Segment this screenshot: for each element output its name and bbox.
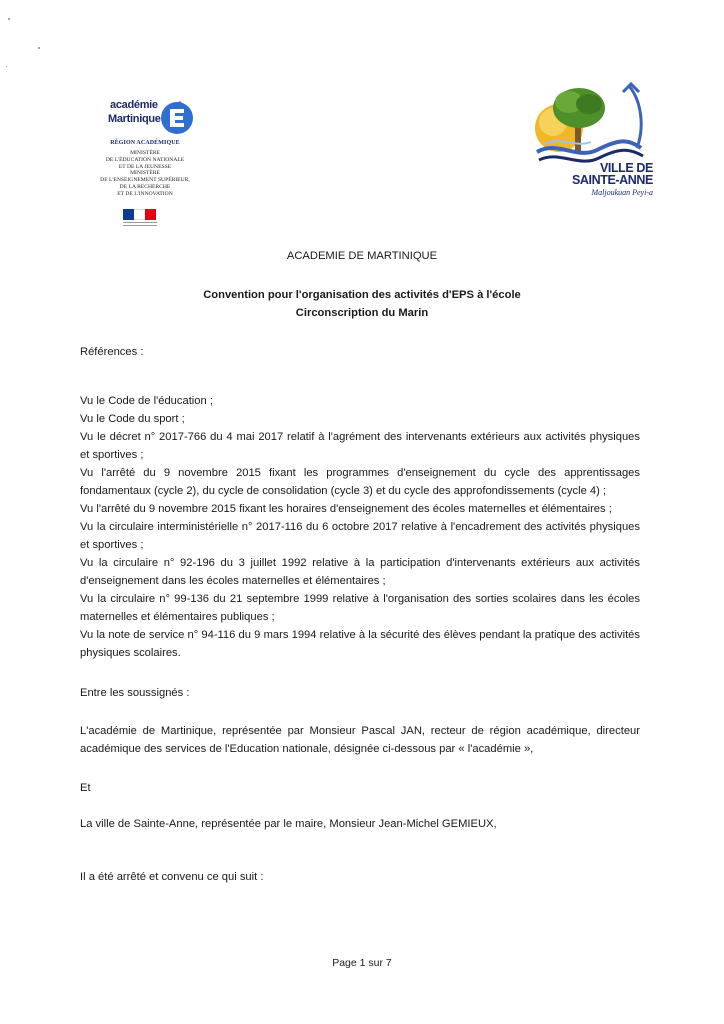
subtitle-line: Circonscription du Marin <box>295 307 429 319</box>
and-word: Et <box>80 782 91 794</box>
ministry-line: MINISTÈRE <box>130 170 160 177</box>
academy-logo <box>80 82 210 242</box>
academy-logo-word: académie <box>110 99 158 111</box>
scan-speck <box>38 47 40 49</box>
reference-item: Vu la circulaire n° 92-196 du 3 juillet 1992 relative à la participation d'intervenants extérieurs aux activités d'enseignement dans les écoles maternelles et élémentaires ; <box>80 557 640 587</box>
tree-sun-wave-icon <box>525 78 655 168</box>
sainte-anne-logo <box>525 78 655 218</box>
ministry-line: MINISTÈRE <box>130 150 160 156</box>
region-label: RÉGION ACADÉMIQUE <box>110 140 180 146</box>
town-name-line: VILLE DE <box>599 161 653 175</box>
town-motto: Maljoukuan Peyi-a <box>591 188 653 197</box>
references-list <box>80 392 640 662</box>
academy-e-icon <box>153 90 197 142</box>
reference-item: Vu le décret n° 2017-766 du 4 mai 2017 relatif à l'agrément des intervenants extérieurs aux activités physiques et sportives ; <box>80 431 640 461</box>
party-town: La ville de Sainte-Anne, représentée par le maire, Monsieur Jean-Michel GEMIEUX, <box>80 818 497 830</box>
ministry-line: DE L'ÉDUCATION NATIONALE <box>105 156 185 163</box>
references-label: Références : <box>80 346 144 358</box>
reference-item: Vu l'arrêté du 9 novembre 2015 fixant les horaires d'enseignement des écoles maternelles et élémentaires ; <box>80 503 612 515</box>
agreement-statement: Il a été arrêté et convenu ce qui suit : <box>80 871 264 883</box>
scan-speck <box>8 18 10 20</box>
subtitle-line: Convention pour l'organisation des activités d'EPS à l'école <box>203 289 521 301</box>
republic-motto-caption <box>123 222 157 228</box>
reference-item: Vu l'arrêté du 9 novembre 2015 fixant les programmes d'enseignement du cycle des apprentissages fondamentaux (cycle 2), du cycle de consolidation (cycle 3) et du cycle des approfondissements (cycle 4) ; <box>80 467 640 497</box>
party-academy: L'académie de Martinique, représentée par Monsieur Pascal JAN, recteur de région académique, directeur académique des services de l'Education nationale, désignée ci-dessous par « l'académie », <box>80 725 640 755</box>
document-title: ACADEMIE DE MARTINIQUE <box>286 250 438 262</box>
scan-speck <box>6 66 7 67</box>
ministry-line: ET DE LA JEUNESSE <box>118 163 172 170</box>
reference-item: Vu la circulaire n° 99-136 du 21 septembre 1999 relative à l'organisation des sorties scolaires dans les écoles maternelles et élémentaires publiques ; <box>80 593 640 623</box>
ministry-line: DE LA RECHERCHE <box>119 183 171 190</box>
reference-item: Vu le Code de l'éducation ; <box>80 395 213 407</box>
town-name <box>543 162 653 186</box>
town-name-line: SAINTE-ANNE <box>571 173 653 187</box>
ministry-line: DE L'ENSEIGNEMENT SUPÉRIEUR, <box>100 177 190 184</box>
reference-item: Vu la note de service n° 94-116 du 9 mars 1994 relative à la sécurité des élèves pendant la pratique des activités physiques scolaires. <box>80 629 640 659</box>
parties-label: Entre les soussignés : <box>80 687 190 699</box>
page-number: Page 1 sur 7 <box>332 957 392 969</box>
ministry-line: ET DE L'INNOVATION <box>117 190 173 197</box>
reference-item: Vu la circulaire interministérielle n° 2017-116 du 6 octobre 2017 relative à l'encadrement des activités physiques et sportives ; <box>80 521 640 551</box>
french-republic-flag-icon <box>123 209 156 220</box>
ministry-block <box>80 150 210 198</box>
reference-item: Vu le Code du sport ; <box>80 413 185 425</box>
document-subtitle <box>0 286 724 322</box>
academy-logo-region-word: Martinique <box>108 113 161 125</box>
